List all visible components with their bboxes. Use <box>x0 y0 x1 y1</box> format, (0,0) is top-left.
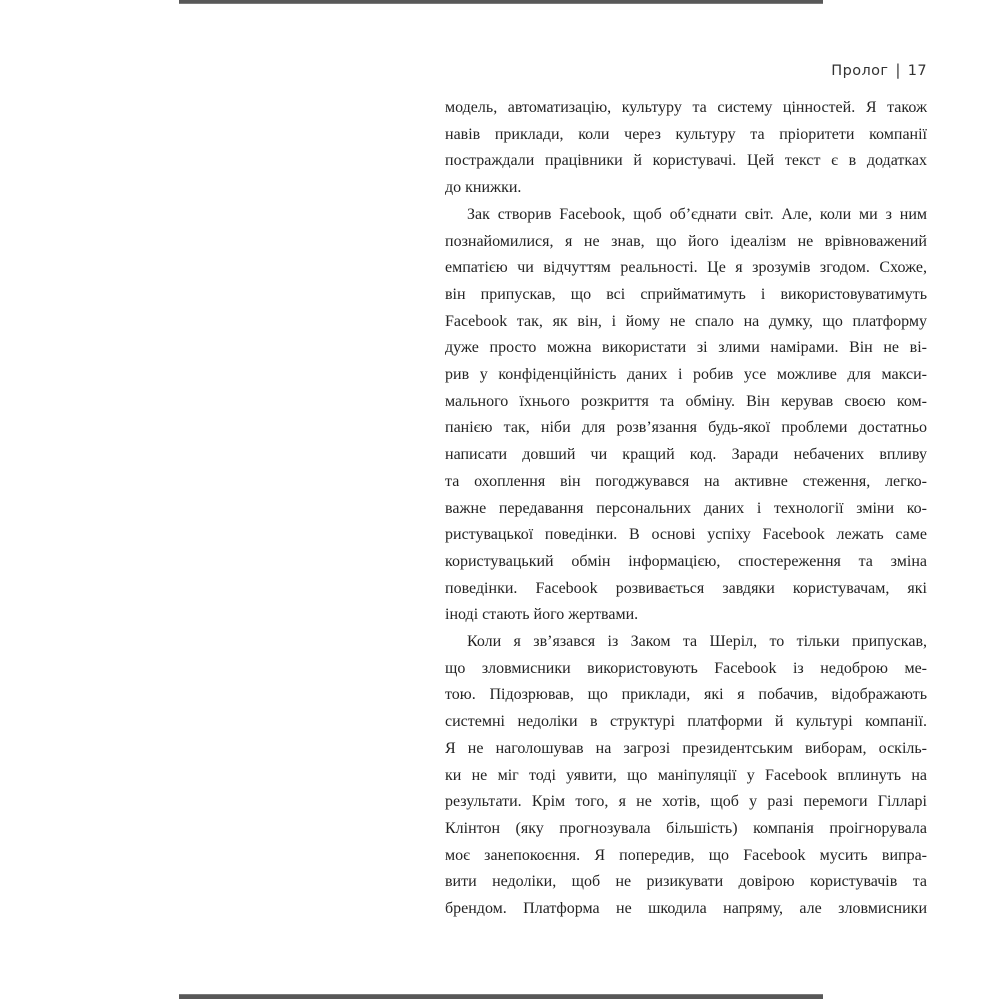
text-line: він припускав, що всі сприйматимуть і використовуватимуть <box>445 285 927 303</box>
text-line: познайомилися, я не знав, що його ідеалізм не врівноважений <box>445 232 927 250</box>
text-line: іноді стають його жертвами. <box>445 606 639 624</box>
paragraph <box>445 629 927 923</box>
text-line: важне передавання персональних даних і технології зміни ко- <box>445 499 927 517</box>
text-line: емпатією чи відчуттям реальності. Це я зрозумів згодом. Схоже, <box>445 259 927 277</box>
page-text <box>445 95 927 923</box>
text-line: до книжки. <box>445 179 522 197</box>
text-line: постраждали працівники й користувачі. Цей текст є в додатках <box>445 152 927 170</box>
text-line: панією так, ніби для розв’язання будь-якої проблеми достатньо <box>445 419 927 437</box>
text-line: Я не наголошував на загрозі президентським виборам, оскіль- <box>445 739 927 757</box>
text-line: мального їхнього розкриття та обміну. Він керував своєю ком- <box>445 392 927 410</box>
text-line: модель, автоматизацію, культуру та систему цінностей. Я також <box>445 99 927 116</box>
book-page[interactable] <box>179 4 927 994</box>
text-line: ристувацької поведінки. В основі успіху Facebook лежать саме <box>445 526 927 544</box>
text-line: Зак створив Facebook, щоб об’єднати світ. Але, коли ми з ним <box>467 205 927 223</box>
text-line: вити недоліки, щоб не ризикувати довірою користувачів та <box>445 873 927 891</box>
text-line: Клінтон (яку прогнозувала більшість) компанія проігнорувала <box>445 819 927 837</box>
text-line: брендом. Платформа не шкодила напряму, але зловмисники <box>445 900 927 918</box>
text-line: написати довший чи кращий код. Заради небачених впливу <box>445 446 927 464</box>
text-line: рив у конфіденційність даних і робив усе можливе для макси- <box>445 366 927 384</box>
text-line: дуже просто можна використати зі злими намірами. Він не ві- <box>445 339 927 357</box>
text-line: результати. Крім того, я не хотів, щоб у разі перемоги Гілларі <box>445 793 927 811</box>
text-line: тою. Підозрював, що приклади, які я побачив, відображають <box>445 686 927 704</box>
text-line: Facebook так, як він, і йому не спало на думку, що платформу <box>445 312 927 330</box>
text-line: поведінки. Facebook розвивається завдяки користувачам, які <box>445 579 927 597</box>
running-header <box>445 63 927 79</box>
paragraph <box>445 202 927 629</box>
paragraph <box>445 95 927 202</box>
text-line: моє занепокоєння. Я попередив, що Facebook мусить випра- <box>445 846 927 864</box>
text-line: системні недоліки в структурі платформи й культурі компанії. <box>445 713 927 731</box>
chapter-title: Пролог <box>831 63 889 79</box>
page-edge-bottom-bar <box>179 994 823 999</box>
text-line: та охоплення він погоджувався на активне стеження, легко- <box>445 472 927 490</box>
text-line: навів приклади, коли через культуру та пріоритети компанії <box>445 125 927 143</box>
header-separator: | <box>895 62 901 80</box>
text-line: користувацький обмін інформацією, спостереження та зміна <box>445 552 927 570</box>
text-line: що зловмисники використовують Facebook із недоброю ме- <box>445 659 927 677</box>
page-number: 17 <box>907 63 927 79</box>
text-line: Коли я зв’язався із Заком та Шеріл, то тільки припускав, <box>467 633 927 651</box>
text-line: ки не міг тоді уявити, що маніпуляції у Facebook вплинуть на <box>445 766 927 784</box>
